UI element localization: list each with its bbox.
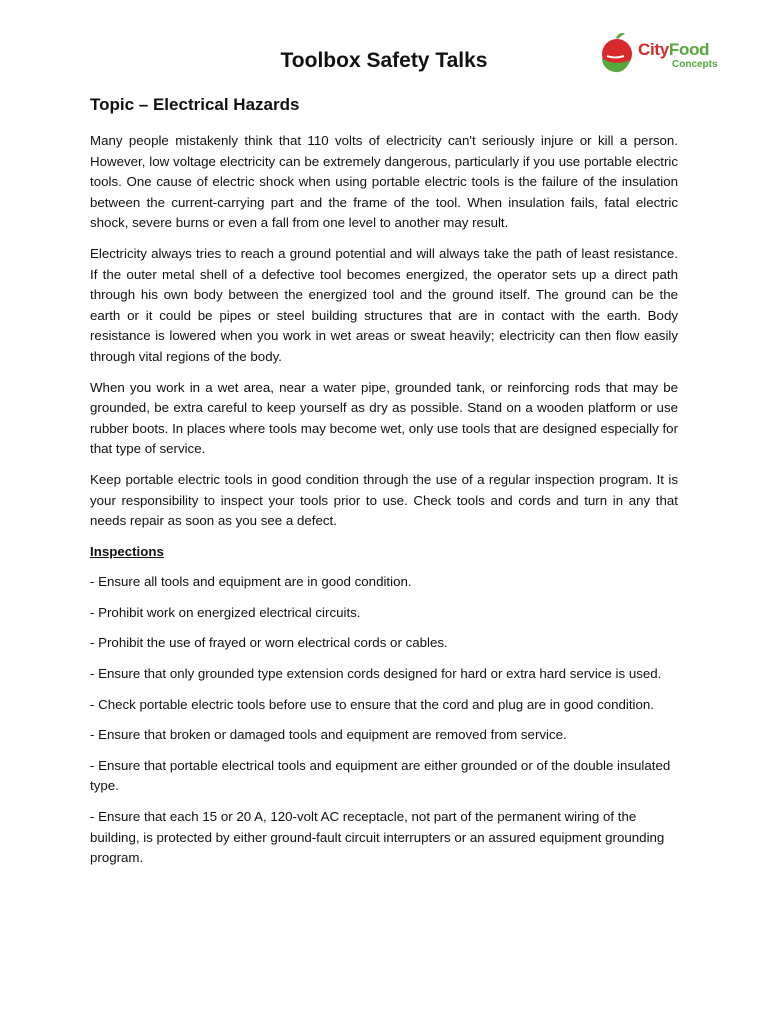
paragraph: Keep portable electric tools in good condition through the use of a regular inspection program. It is your responsibility to inspect your tools prior to use. Check tools and cords and turn in any that needs repair as soon as you see a defect. (90, 471, 678, 529)
list-item: - Ensure all tools and equipment are in good condition. (90, 574, 412, 590)
document-body (90, 131, 678, 879)
topic-heading: Topic – Electrical Hazards (90, 95, 300, 114)
paragraph: Many people mistakenly think that 110 volts of electricity can't seriously injure or kill a person. However, low voltage electricity can be extremely dangerous, particularly if you use portable electric tools. One cause of electric shock when using portable electric tools is the failure of the insulation between the current-carrying part and the frame of the tool. When insulation fails, fatal electric shock, severe burns or even a fall from one level to another may result. (90, 133, 678, 231)
list-item: - Check portable electric tools before use to ensure that the cord and plug are in good condition. (90, 696, 654, 712)
list-item: - Ensure that only grounded type extension cords designed for hard or extra hard service is used. (90, 666, 662, 682)
paragraph: When you work in a wet area, near a water pipe, grounded tank, or reinforcing rods that may be grounded, be extra careful to keep yourself as dry as possible. Stand on a wooden platform or use rubber boots. In places where tools may become wet, only use tools that are designed especially for that type of service. (90, 379, 678, 457)
paragraph: Electricity always tries to reach a ground potential and will always take the path of least resistance. If the outer metal shell of a defective tool becomes energized, the operator sets up a direct path through his own body between the energized tool and the ground itself. The ground can be the earth or it could be pipes or steel building structures that are in contact with the earth. Body resistance is lowered when you work in wet areas or sweat heavily; electricity can then flow easily through vital regions of the body. (90, 245, 678, 364)
inspections-heading: Inspections (90, 543, 164, 559)
inspections-list (90, 572, 678, 869)
list-item: - Prohibit work on energized electrical circuits. (90, 604, 361, 620)
list-item: - Prohibit the use of frayed or worn electrical cords or cables. (90, 635, 448, 651)
logo-wordmark: CityFood (638, 40, 710, 59)
list-item: - Ensure that each 15 or 20 A, 120-volt AC receptacle, not part of the permanent wiring of the building, is protected by either ground-fault circuit interrupters or an assured equipment grounding program. (90, 809, 665, 866)
logo-subtitle: Concepts (672, 59, 718, 70)
page-title: Toolbox Safety Talks (280, 49, 488, 72)
list-item: - Ensure that portable electrical tools and equipment are either grounded or of the double insulated type. (90, 757, 671, 794)
list-item: - Ensure that broken or damaged tools and equipment are removed from service. (90, 727, 567, 743)
